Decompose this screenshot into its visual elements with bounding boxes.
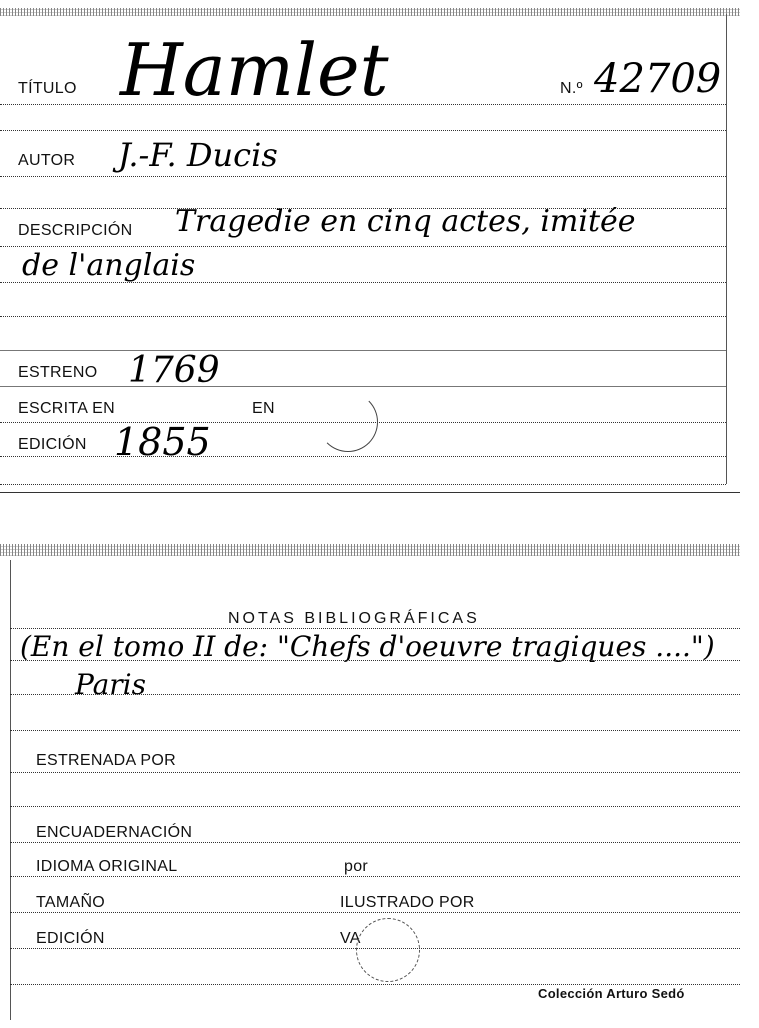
encuadernacion-label: ENCUADERNACIÓN bbox=[36, 824, 193, 841]
ruled-line bbox=[0, 350, 726, 351]
edicion-bottom-label: EDICIÓN bbox=[36, 930, 105, 947]
notas-label: NOTAS BIBLIOGRÁFICAS bbox=[228, 610, 480, 627]
top-card bbox=[0, 0, 740, 495]
titulo-label: TÍTULO bbox=[18, 80, 77, 97]
card-right-edge bbox=[726, 14, 727, 484]
estreno-value: 1769 bbox=[128, 350, 220, 391]
titulo-value: Hamlet bbox=[120, 28, 389, 112]
notas-line bbox=[10, 628, 740, 629]
scan-noise-top bbox=[0, 8, 740, 16]
ruled-line bbox=[0, 316, 726, 317]
numero-value: 42709 bbox=[594, 56, 722, 102]
edicion-line bbox=[0, 456, 726, 457]
ruled-line bbox=[10, 694, 740, 695]
descripcion-value-line2: de l'anglais bbox=[22, 248, 196, 283]
ruled-line bbox=[10, 984, 740, 985]
ruled-line bbox=[0, 130, 726, 131]
autor-line bbox=[0, 176, 726, 177]
va-label: VA bbox=[340, 930, 361, 947]
idioma-original-line bbox=[10, 876, 740, 877]
card-divider bbox=[0, 492, 740, 493]
por-label: por bbox=[344, 858, 369, 875]
ruled-line bbox=[10, 730, 740, 731]
en-label: EN bbox=[252, 400, 275, 417]
punch-hole-top bbox=[318, 392, 378, 452]
descripcion-line bbox=[0, 246, 726, 247]
titulo-line bbox=[0, 104, 726, 105]
descripcion-label: DESCRIPCIÓN bbox=[18, 222, 133, 239]
punch-hole-bottom bbox=[356, 918, 420, 982]
ruled-line bbox=[10, 660, 740, 661]
bottom-card bbox=[0, 540, 740, 1028]
coleccion-label: Colección Arturo Sedó bbox=[538, 986, 685, 1001]
edicion-label: EDICIÓN bbox=[18, 436, 87, 453]
encuadernacion-line bbox=[10, 842, 740, 843]
autor-label: AUTOR bbox=[18, 152, 76, 169]
estreno-label: ESTRENO bbox=[18, 364, 98, 381]
estrenada-por-label: ESTRENADA POR bbox=[36, 752, 176, 769]
scan-noise-bottom bbox=[0, 544, 740, 556]
ilustrado-por-label: ILUSTRADO POR bbox=[340, 894, 475, 911]
autor-value: J.-F. Ducis bbox=[118, 136, 278, 174]
edicion-value: 1855 bbox=[114, 420, 211, 464]
escrita-en-label: ESCRITA EN bbox=[18, 400, 115, 417]
descripcion-value-line1: Tragedie en cinq actes, imitée bbox=[175, 204, 636, 239]
ruled-line bbox=[0, 484, 726, 485]
notas-value-line2: Paris bbox=[75, 668, 146, 701]
ruled-line bbox=[0, 282, 726, 283]
estreno-line bbox=[0, 386, 726, 387]
tamano-line bbox=[10, 912, 740, 913]
tamano-label: TAMAÑO bbox=[36, 894, 106, 911]
idioma-original-label: IDIOMA ORIGINAL bbox=[36, 858, 178, 875]
notas-value-line1: (En el tomo II de: "Chefs d'oeuvre tragiques ....") bbox=[20, 630, 715, 663]
estrenada-por-line bbox=[10, 772, 740, 773]
ruled-line bbox=[10, 806, 740, 807]
card-left-edge bbox=[10, 560, 11, 1020]
numero-label: N.º bbox=[560, 80, 583, 97]
